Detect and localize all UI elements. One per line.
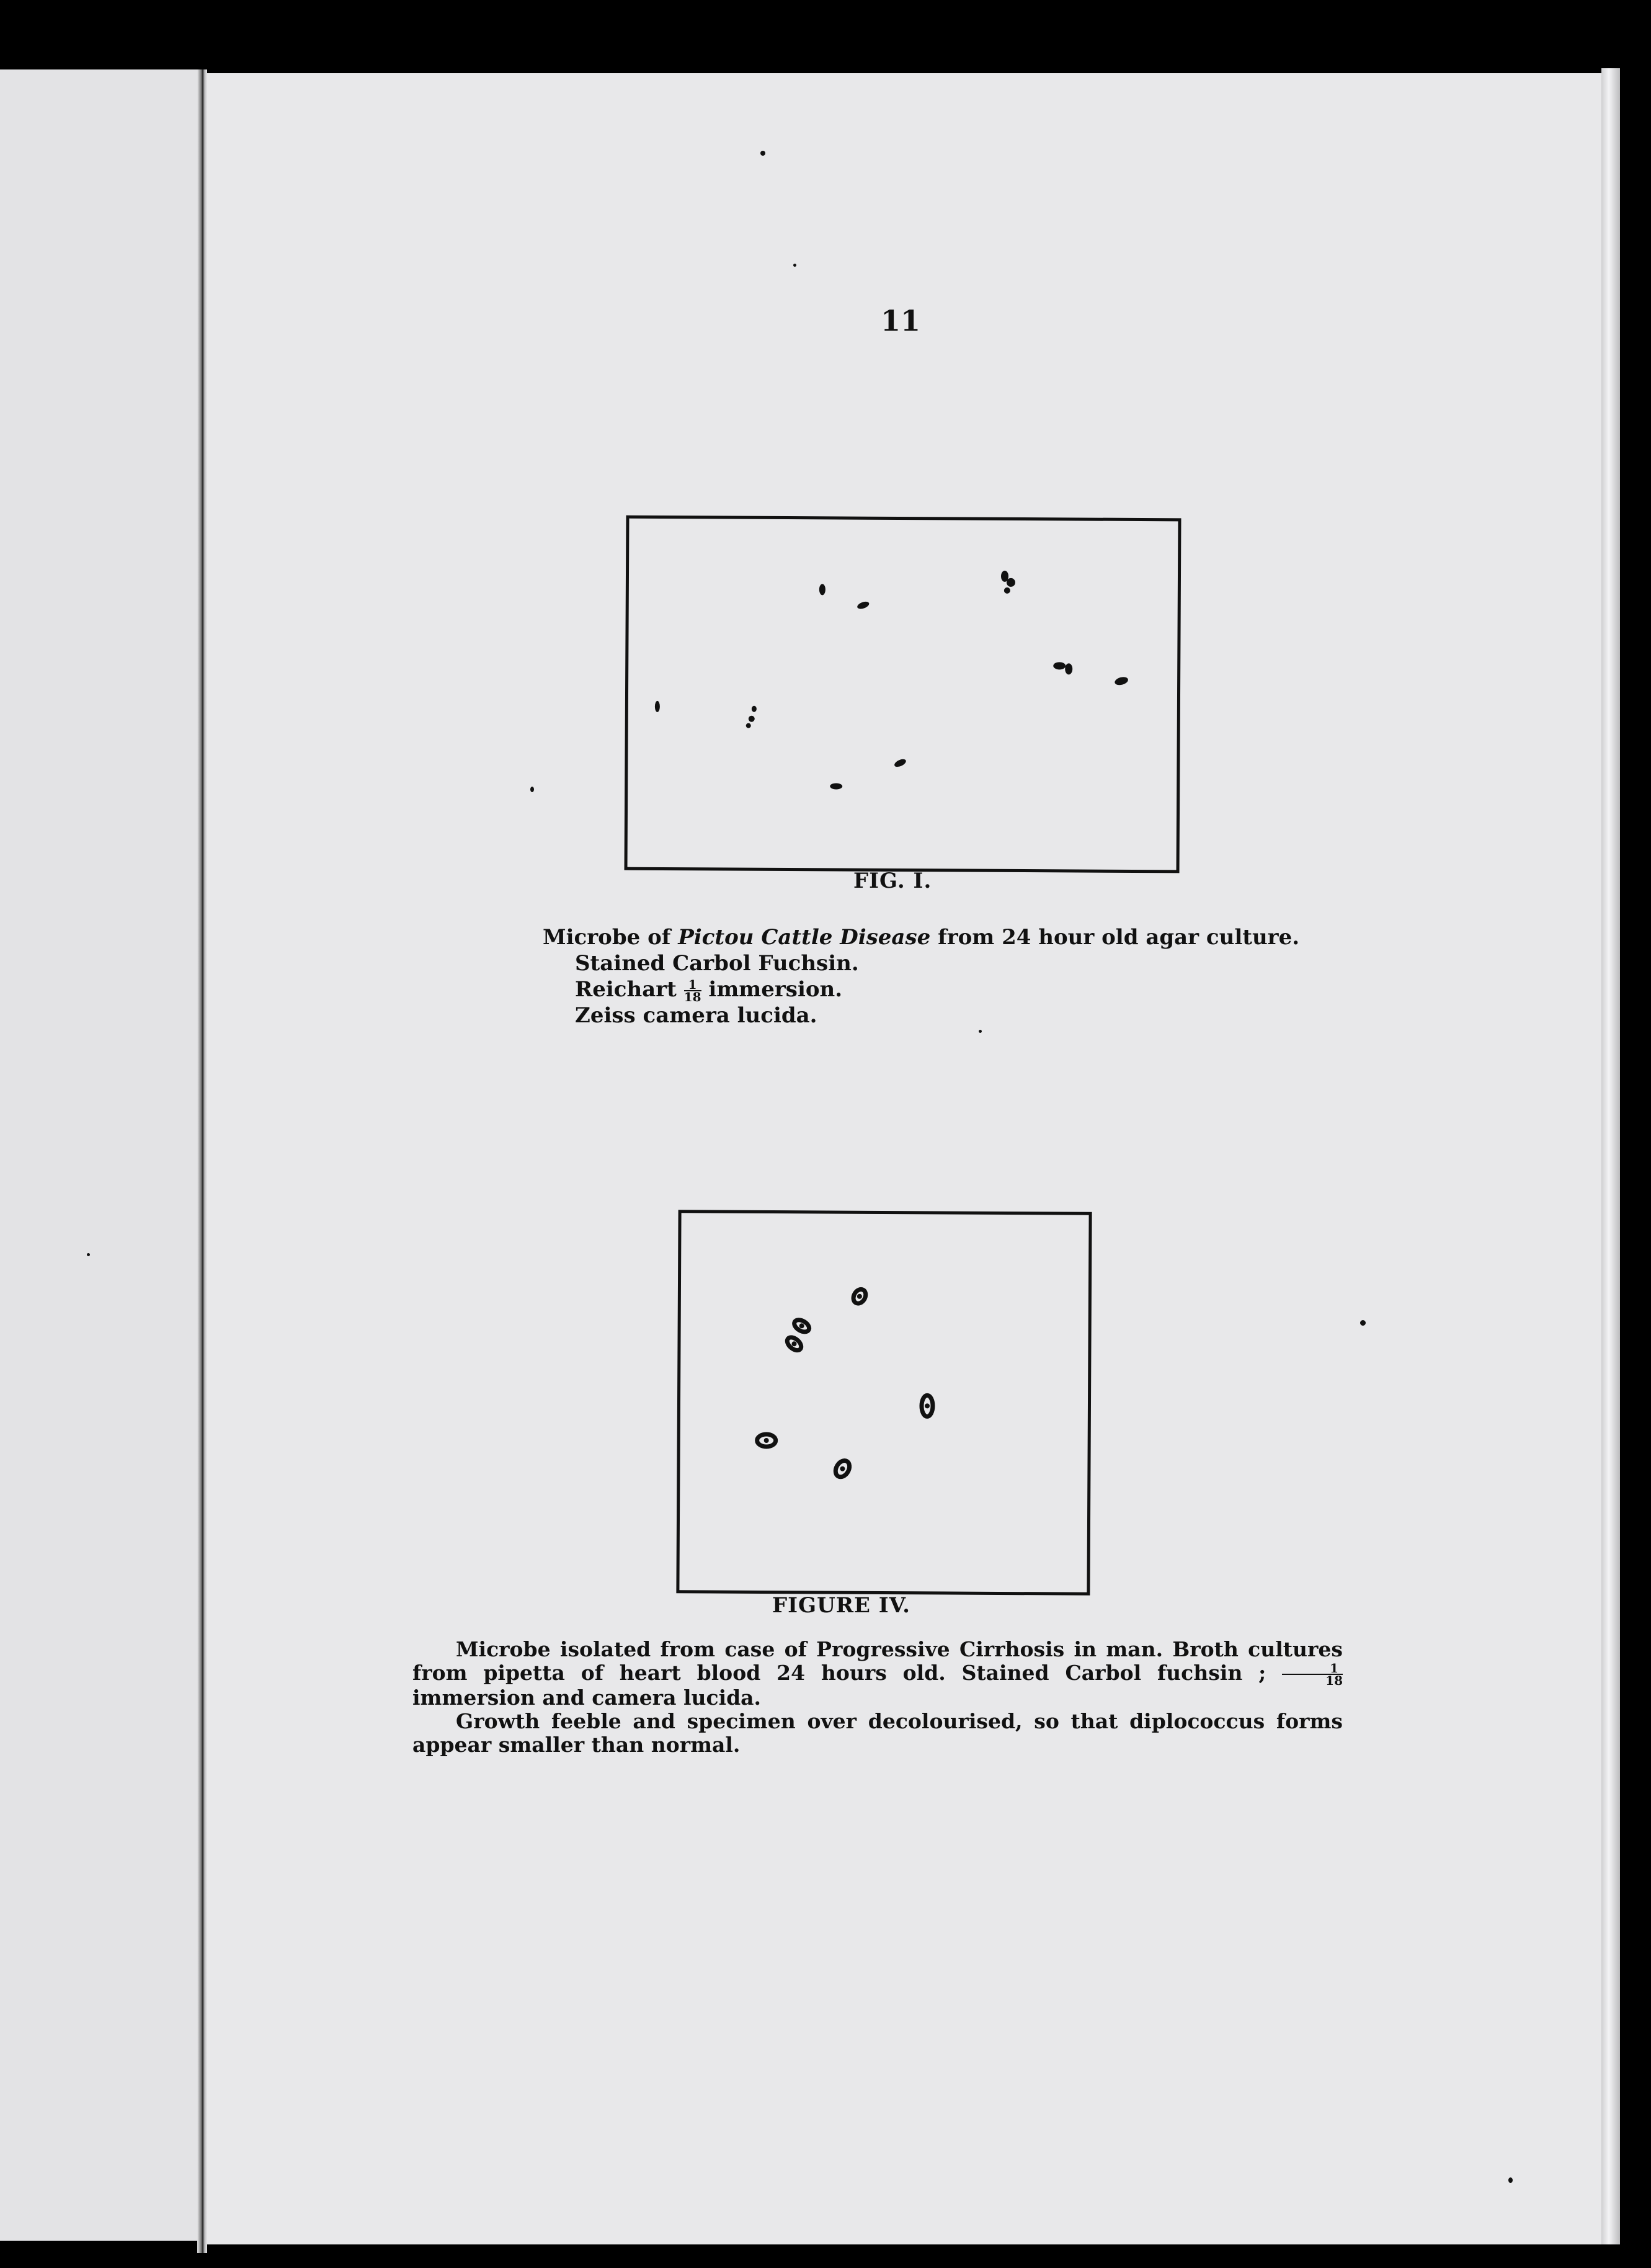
scan-speck [979, 1030, 982, 1033]
caption-line: Stained Carbol Fuchsin. [575, 951, 859, 976]
figure-1-microbes-drawing [628, 519, 1178, 870]
caption-text: Microbe of [543, 925, 679, 950]
figure-1-illustration [625, 516, 1182, 873]
caption-text: Microbe isolated from case of Progressive Cirrhosis in man. Broth cultures from pipetta of heart blood 24 hours old. Stained Carbol fuchsin ; [412, 1637, 1343, 1685]
caption-line [543, 976, 1262, 1002]
scan-speck [87, 1253, 90, 1256]
fraction-numerator: 1 [1282, 1663, 1343, 1675]
fraction-denominator: 18 [683, 989, 701, 1004]
scan-speck [793, 264, 796, 267]
caption-paragraph: Growth feeble and specimen over decolourised, so that diplococcus forms appear smaller than normal. [412, 1709, 1343, 1757]
caption-italic-text: Pictou Cattle Disease [678, 925, 931, 950]
fraction [684, 979, 701, 1002]
figure-1-caption [543, 924, 1300, 1029]
caption-text: Reichart [575, 977, 684, 1002]
caption-text: immersion. [701, 977, 843, 1002]
page-right-edge [1601, 68, 1620, 2244]
figure-4-title: FIGURE IV. [772, 1593, 910, 1618]
fraction-numerator: 1 [684, 979, 701, 991]
fraction-denominator: 18 [1325, 1673, 1343, 1688]
fraction [1282, 1663, 1343, 1686]
page-sheet [207, 73, 1601, 2244]
scan-speck [530, 787, 534, 792]
figure-4-caption [412, 1638, 1343, 1757]
facing-page-edge [0, 69, 205, 2241]
caption-paragraph [412, 1638, 1343, 1710]
figure-4-microbes-drawing [679, 1213, 1088, 1592]
figure-4-illustration [676, 1210, 1092, 1595]
figure-1-title: FIG. I. [853, 868, 932, 893]
scan-speck [760, 151, 765, 156]
page-number: 11 [881, 304, 921, 337]
scan-speck [1360, 1320, 1366, 1326]
scan-speck [1508, 2177, 1513, 2183]
binding-gutter [197, 69, 207, 2253]
caption-text: immersion and camera lucida. [412, 1685, 762, 1710]
caption-line: Zeiss camera lucida. [575, 1003, 817, 1028]
caption-text: from 24 hour old agar culture. [930, 925, 1300, 950]
caption-line [543, 924, 1300, 950]
